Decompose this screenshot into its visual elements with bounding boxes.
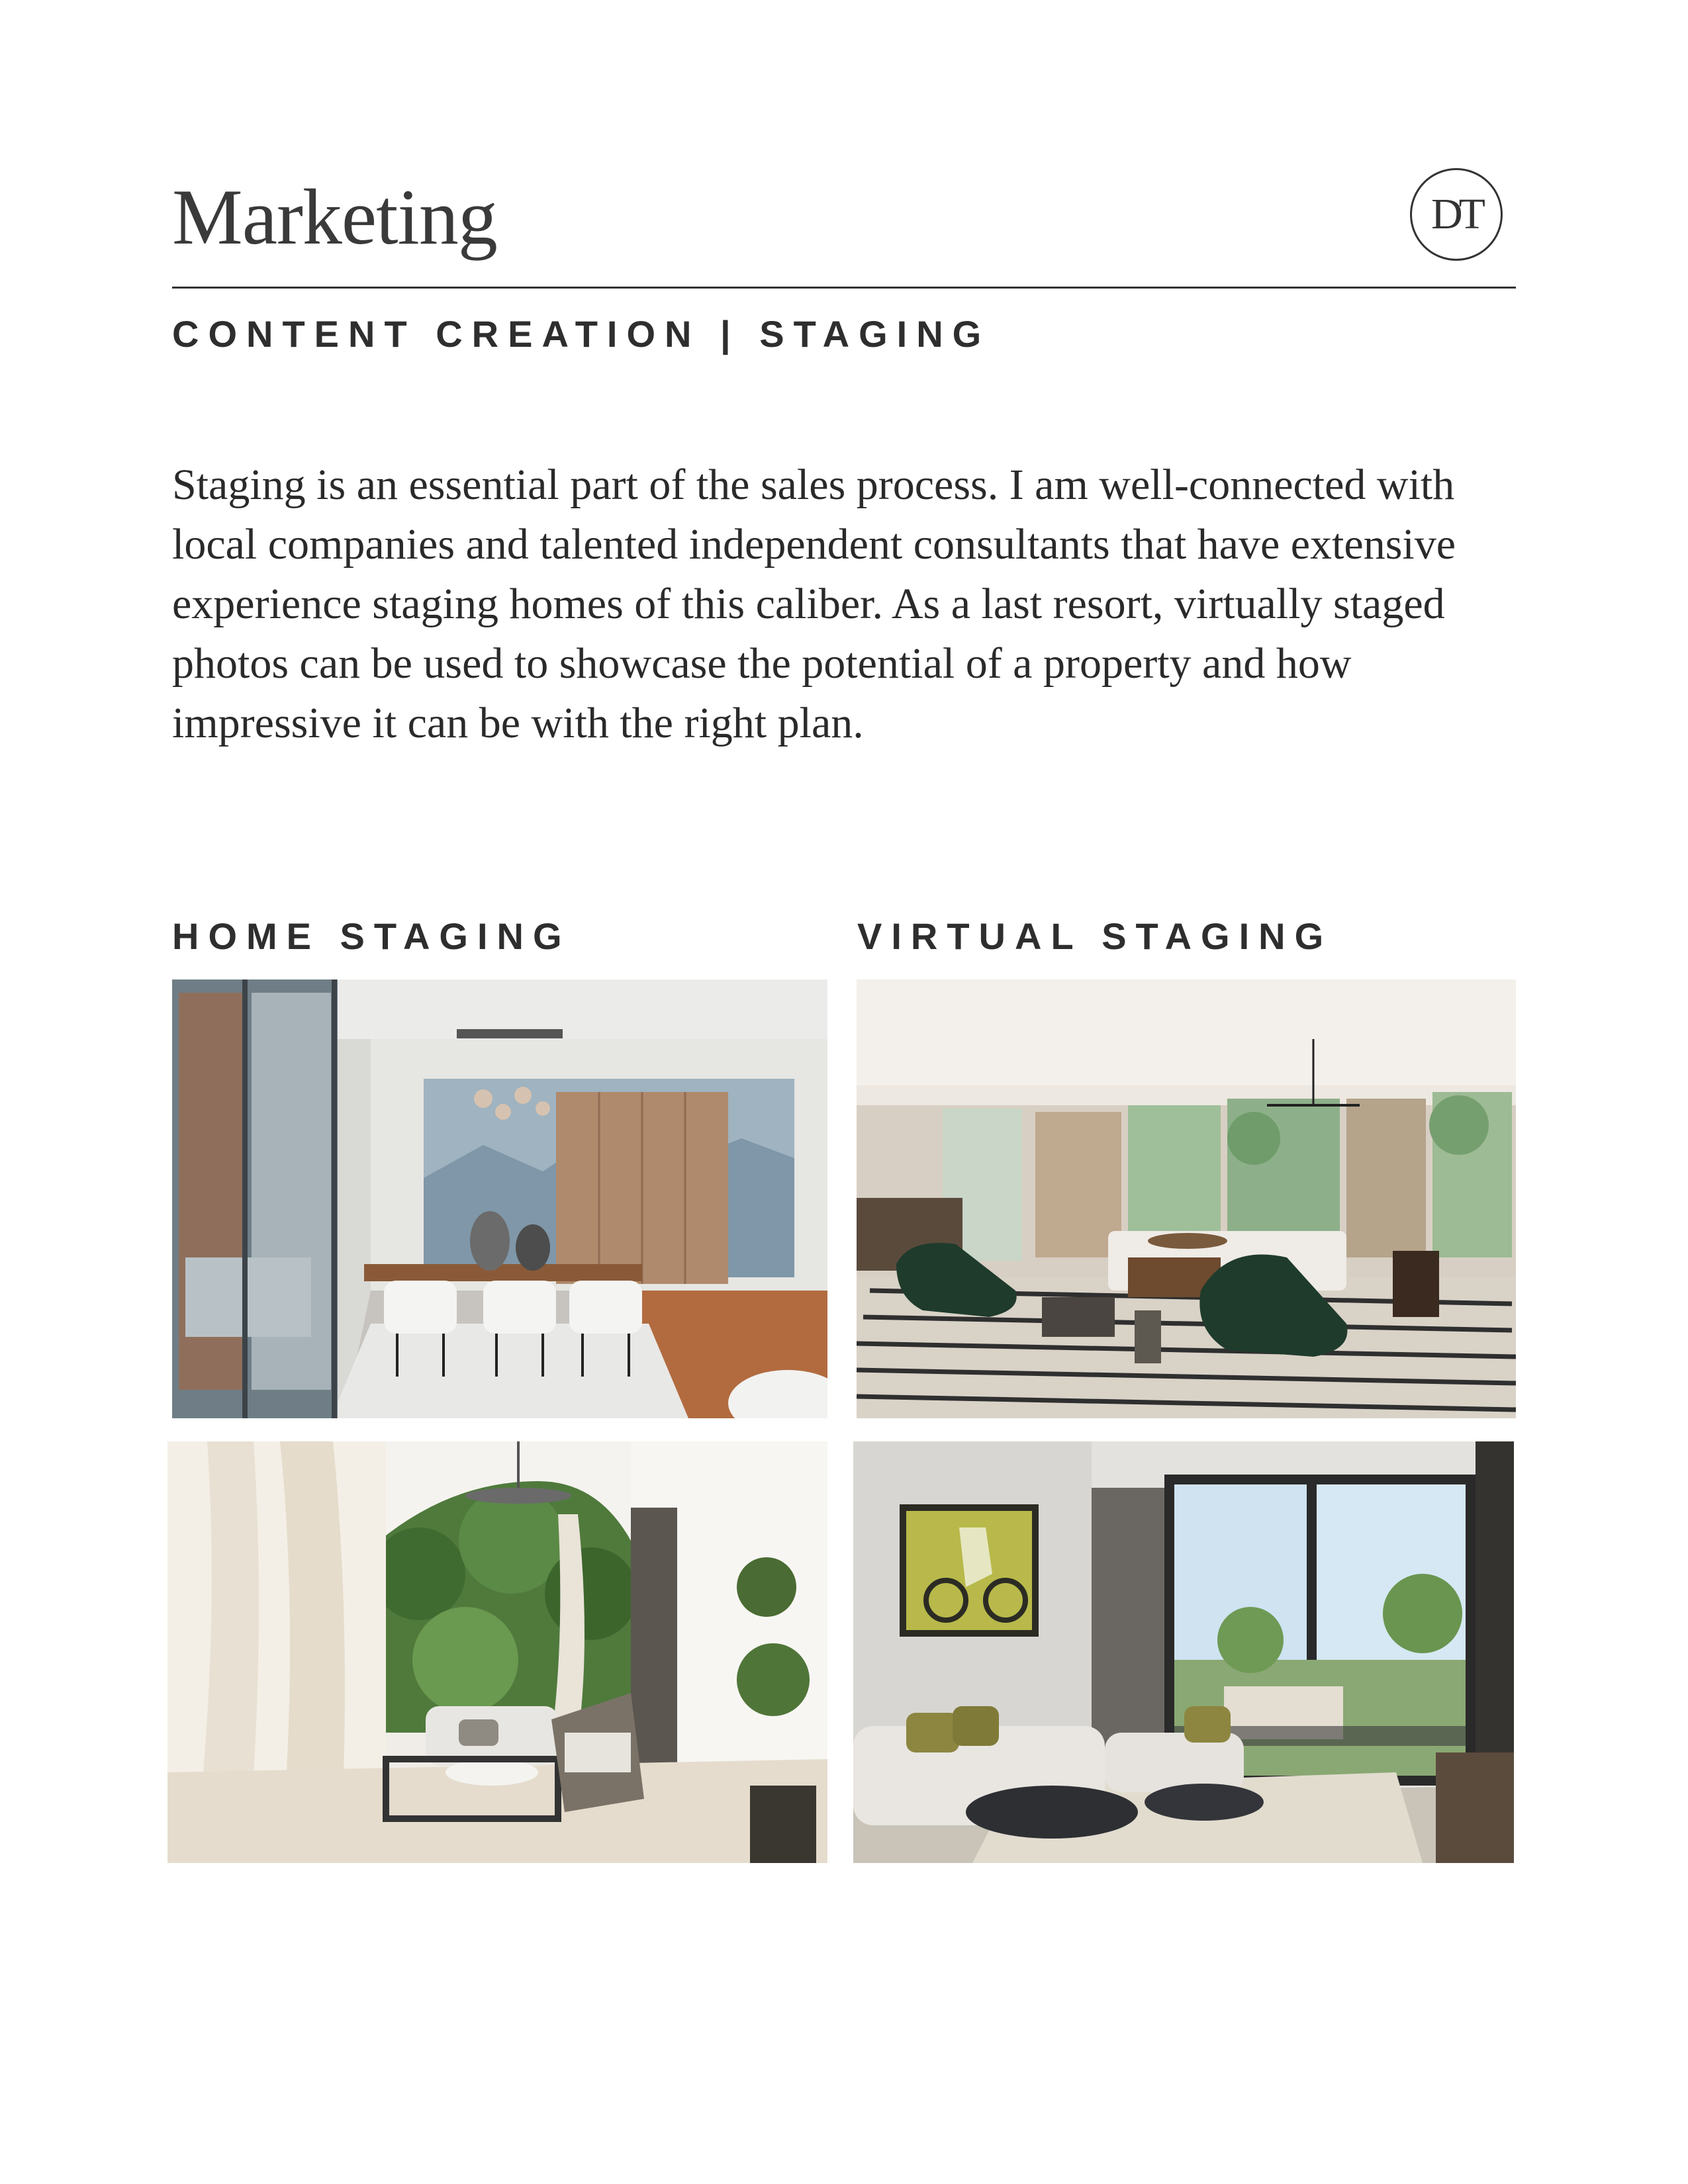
home-staging-dining-photo bbox=[172, 979, 827, 1418]
dt-monogram-logo: DT bbox=[1410, 168, 1503, 261]
virtual-staging-heading: VIRTUAL STAGING bbox=[857, 915, 1333, 957]
page-subtitle: CONTENT CREATION | STAGING bbox=[172, 313, 991, 355]
virtual-staging-living-photo bbox=[857, 979, 1516, 1418]
home-staging-patio-photo bbox=[167, 1441, 827, 1863]
home-staging-heading: HOME STAGING bbox=[172, 915, 571, 957]
intro-paragraph: Staging is an essential part of the sales process. I am well-connected with local companies and talented independent consultants that have extensive experience staging homes of this caliber. As a last resort, virtually staged photos can be used to showcase the potential of a property and how impressive it can be with the right plan. bbox=[172, 461, 1456, 747]
page-title: Marketing bbox=[172, 173, 497, 261]
virtual-staging-lounge-photo bbox=[853, 1441, 1514, 1863]
header-divider bbox=[172, 287, 1516, 289]
